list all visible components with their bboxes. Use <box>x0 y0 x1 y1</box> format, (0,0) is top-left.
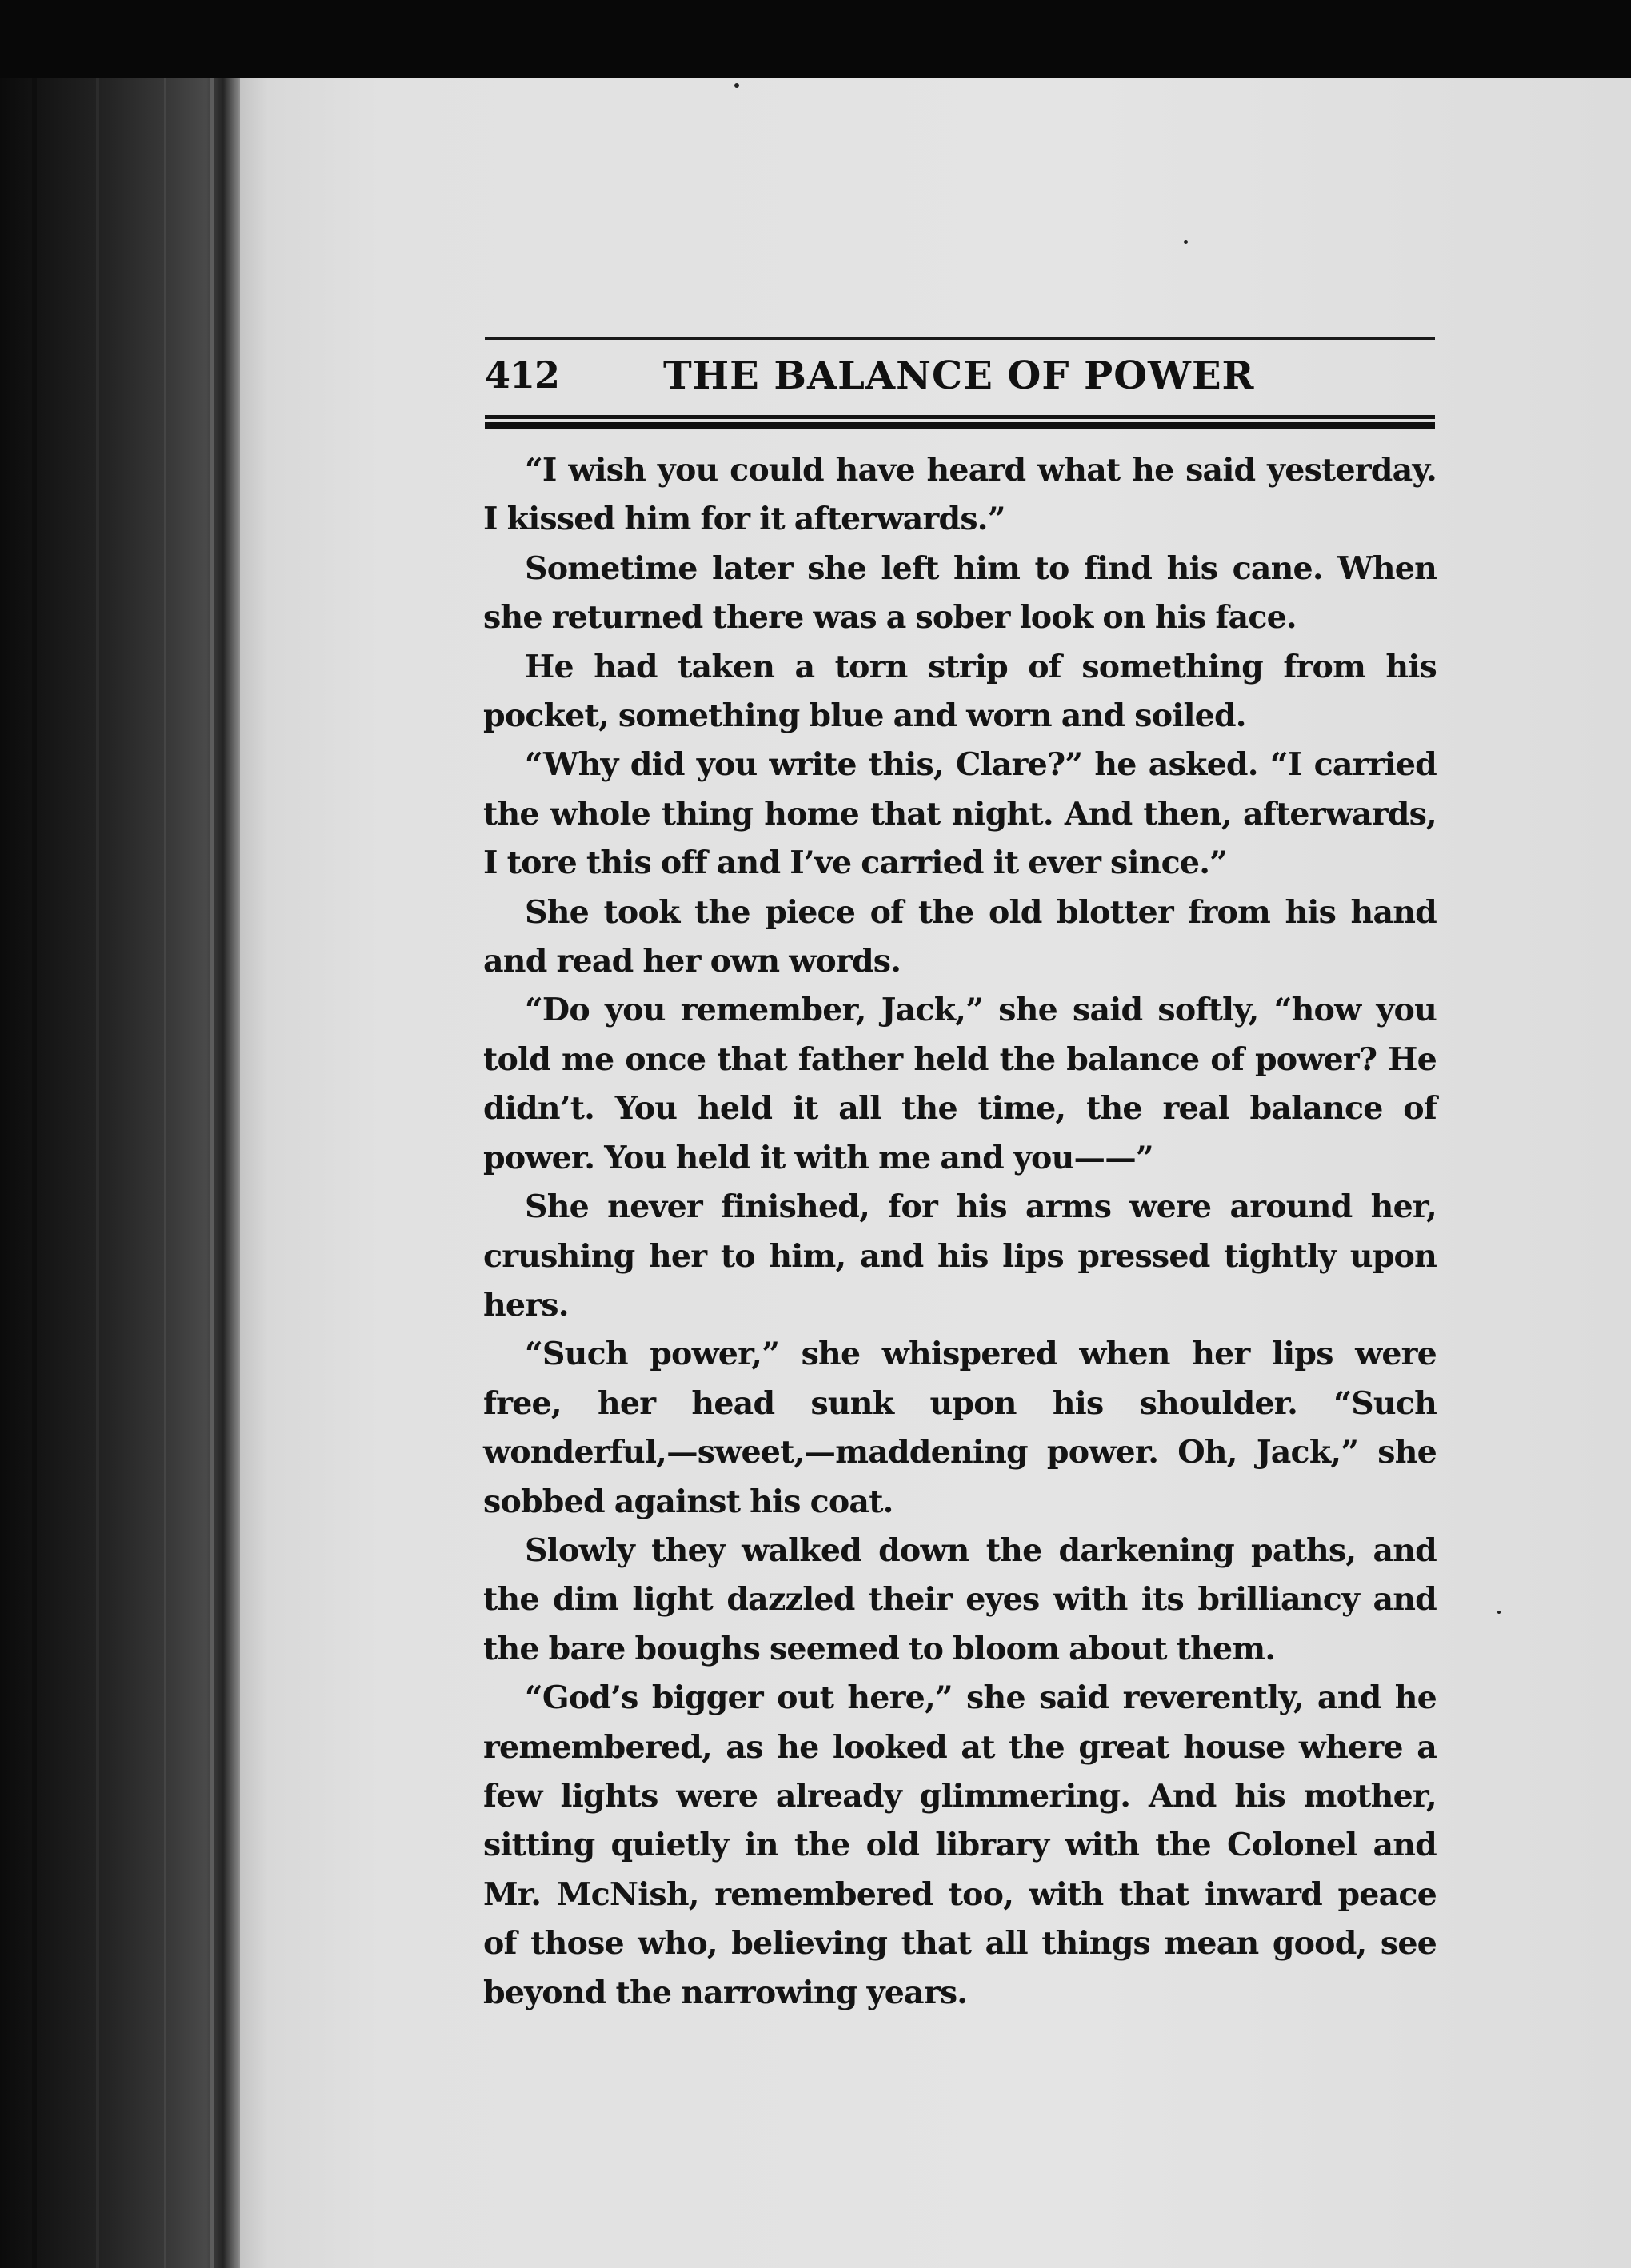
page-body <box>483 446 1437 2018</box>
page-number: 412 <box>485 353 560 397</box>
paragraph: “God’s bigger out here,” she said reverently, and he remembered, as he looked at the great house where a few lights were already glimmering. And his mother, sitting quietly in the old library with the Colonel and Mr. McNish, remembered too, with that inward peace of those who, believing that all things mean good, see beyond the narrowing years. <box>483 1679 1437 2011</box>
paragraph: She took the piece of the old blotter from his hand and read her own words. <box>483 893 1437 980</box>
paragraph: “I wish you could have heard what he said yesterday. I kissed him for it afterwards.” <box>483 452 1437 538</box>
scan-speck <box>734 83 739 88</box>
paragraph: He had taken a torn strip of something from his pocket, something blue and worn and soiled. <box>483 648 1437 735</box>
paragraph: “Do you remember, Jack,” she said softly, “how you told me once that father held the balance of power? He didn’t. You held it all the time, the real balance of power. You held it with me and you——” <box>483 992 1437 1176</box>
scan-top-border <box>0 0 1631 78</box>
running-title: THE BALANCE OF POWER <box>663 353 1255 398</box>
paragraph: “Such power,” she whispered when her lips were free, her head sunk upon his shoulder. “Such wonderful,—sweet,—maddening power. Oh, Jack,” she sobbed against his coat. <box>483 1336 1437 1520</box>
paragraph: Slowly they walked down the darkening paths, and the dim light dazzled their eyes with its brilliancy and the bare boughs seemed to bloom about them. <box>483 1531 1437 1667</box>
scan-speck <box>1184 240 1188 244</box>
paragraph: “Why did you write this, Clare?” he asked. “I carried the whole thing home that night. And then, afterwards, I tore this off and I’ve carried it ever since.” <box>483 746 1437 882</box>
header-top-rule <box>485 337 1435 340</box>
book-spine-shadow <box>0 0 240 2268</box>
scan-speck <box>1497 1611 1501 1614</box>
header-bottom-rule-thick <box>485 422 1435 429</box>
paragraph: Sometime later she left him to find his cane. When she returned there was a sober look on his face. <box>483 549 1437 637</box>
running-head <box>485 353 1435 409</box>
paragraph: She never finished, for his arms were around her, crushing her to him, and his lips pressed tightly upon hers. <box>483 1188 1437 1324</box>
header-bottom-rule-thin <box>485 415 1435 419</box>
